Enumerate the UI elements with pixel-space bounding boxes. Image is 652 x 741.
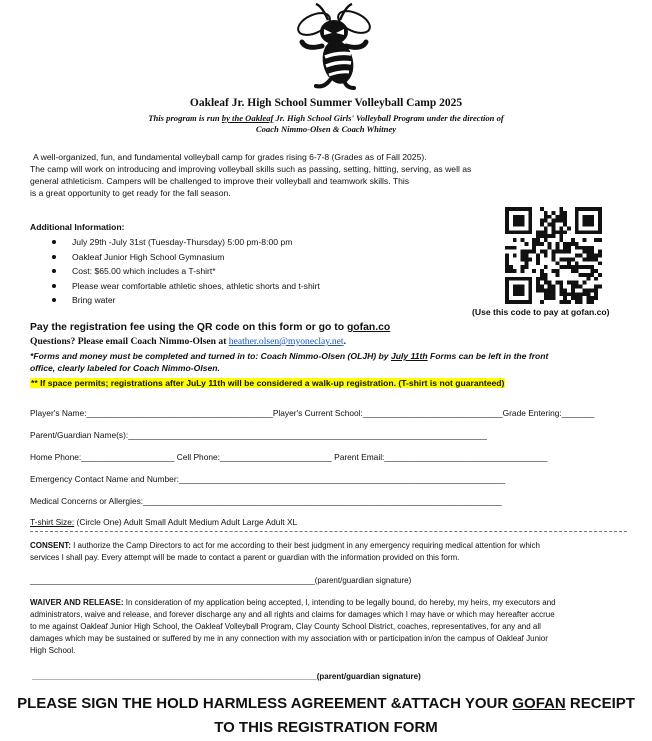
- payment-text: Pay the registration fee using the QR code on this form or go to: [30, 322, 347, 333]
- footer-gofan: GOFAN: [512, 695, 566, 712]
- hornet-mascot-icon: [294, 2, 376, 90]
- forms-note-date: July 11th: [390, 351, 428, 361]
- intro-paragraph: [30, 151, 535, 199]
- medical-concerns-field[interactable]: Medical Concerns or Allergies:_____________________________________________________________________________: [30, 496, 502, 506]
- section-divider: [30, 531, 627, 532]
- waiver-line1: In consideration of my application being accepted, I, intending to be legally bound, do hereby, my heirs, my executors and: [123, 598, 556, 607]
- consent-signature-line[interactable]: ________________________________________________________________(parent/guardian signature): [30, 576, 412, 585]
- footer-line2: TO THIS REGISTRATION FORM: [214, 719, 438, 736]
- info-item-location: Oakleaf Junior High School Gymnasium: [50, 250, 320, 265]
- coach-email-link[interactable]: heather.olsen@myoneclay.net: [228, 336, 344, 347]
- forms-note-line2: office, clearly labeled for Coach Nimmo-Olsen.: [30, 362, 220, 373]
- payment-line: [30, 322, 390, 333]
- consent-line2: services I shall pay. Every attempt will be made to contact a parent or guardian with the information provided on this form.: [30, 553, 460, 562]
- footer-post: RECEIPT: [565, 695, 635, 712]
- consent-label: CONSENT:: [30, 541, 71, 550]
- additional-info-heading: Additional Information:: [30, 222, 125, 232]
- hold-harmless-notice: [0, 692, 652, 740]
- camp-title: Oakleaf Jr. High School Summer Volleyball Camp 2025: [189, 97, 463, 109]
- forms-note-post: Forms can be left in the front: [427, 351, 549, 361]
- tshirt-size-options[interactable]: (Circle One) Adult Small Adult Medium Adult Large Adult XL: [74, 517, 298, 527]
- camp-subtitle: [0, 113, 652, 135]
- info-item-dates: July 29th -July 31st (Tuesday-Thursday) 5:00 pm-8:00 pm: [50, 235, 320, 250]
- subtitle-post: Jr. High School Girls' Volleyball Program under the direction of: [273, 113, 504, 123]
- info-item-cost: Cost: $65.00 which includes a T-shirt*: [50, 264, 320, 279]
- info-item-attire: Please wear comfortable athletic shoes, athletic shorts and t-shirt: [50, 279, 320, 294]
- info-item-water: Bring water: [50, 293, 320, 308]
- walkup-note: ** If space permits; registrations after JuLy 11th will be considered a walk-up registration. (T-shirt is not guaranteed): [31, 378, 505, 388]
- intro-line1: A well-organized, fun, and fundamental volleyball camp for grades rising 6-7-8 (Grades as of Fall 2025).: [33, 152, 427, 162]
- waiver-label: WAIVER AND RELEASE:: [30, 598, 124, 607]
- subtitle-line2: Coach Nimmo-Olsen & Coach Whitney: [255, 124, 397, 134]
- player-info-row[interactable]: Player's Name:________________________________________Player's Current School:______________________________Grade Entering:_______: [30, 408, 595, 418]
- emergency-contact-field[interactable]: Emergency Contact Name and Number:______________________________________________________________________: [30, 474, 505, 484]
- waiver-line4: damages which may be sustained or suffered by me in any connection with my association with or participation in/on the campus of Oakleaf Junior: [30, 634, 548, 643]
- parent-name-field[interactable]: Parent/Guardian Name(s):_____________________________________________________________________________: [30, 430, 487, 440]
- forms-note-pre: *Forms and money must be completed and turned in to: Coach Nimmo-Olsen (OLJH) by: [30, 351, 391, 361]
- intro-line3: general athleticism. Campers will be challenged to improve their volleyball and teamwork skills. This: [30, 176, 410, 186]
- subtitle-pre: This program is run: [148, 113, 222, 123]
- intro-line2: The camp will work on introducing and improving volleyball skills such as passing, setting, hitting, serving, as well as: [30, 164, 472, 174]
- qr-code-icon[interactable]: [505, 207, 602, 304]
- intro-line4: is a great opportunity to get ready for the fall season.: [30, 188, 231, 198]
- tshirt-size-label: T-shirt Size:: [30, 517, 75, 527]
- waiver-paragraph: [30, 597, 622, 657]
- questions-line: [30, 336, 346, 347]
- waiver-line3: to me against Oakleaf Junior High School, the Oakleaf Volleyball Program, Clay County School District, coaches, representatives, for any and all: [30, 622, 541, 631]
- questions-end: .: [343, 336, 346, 347]
- forms-deadline-note: [30, 351, 620, 374]
- additional-info-list: [50, 235, 320, 308]
- qr-caption: (Use this code to pay at gofan.co): [472, 307, 610, 317]
- phone-email-row[interactable]: Home Phone:____________________ Cell Phone:________________________ Parent Email:___________________________________: [30, 452, 548, 462]
- footer-pre: PLEASE SIGN THE HOLD HARMLESS AGREEMENT &ATTACH YOUR: [17, 695, 513, 712]
- questions-text: Questions? Please email Coach Nimmo-Olsen at: [30, 336, 229, 347]
- waiver-line2: administrators, waive and release, and forever discharge any and all rights and claims for damages which I may have or which may hereafter accrue: [30, 610, 555, 619]
- consent-paragraph: [30, 540, 622, 564]
- consent-line1: I authorize the Camp Directors to act for me according to their best judgment in any emergency requiring medical attention for which: [70, 541, 541, 550]
- subtitle-underlined: by the Oakleaf: [221, 113, 274, 123]
- waiver-signature-line[interactable]: ________________________________________________________________(parent/guardian signature): [32, 672, 421, 681]
- tshirt-size-row[interactable]: [30, 517, 297, 527]
- gofan-site-link[interactable]: gofan.co: [346, 322, 391, 333]
- waiver-line5: High School.: [30, 646, 76, 655]
